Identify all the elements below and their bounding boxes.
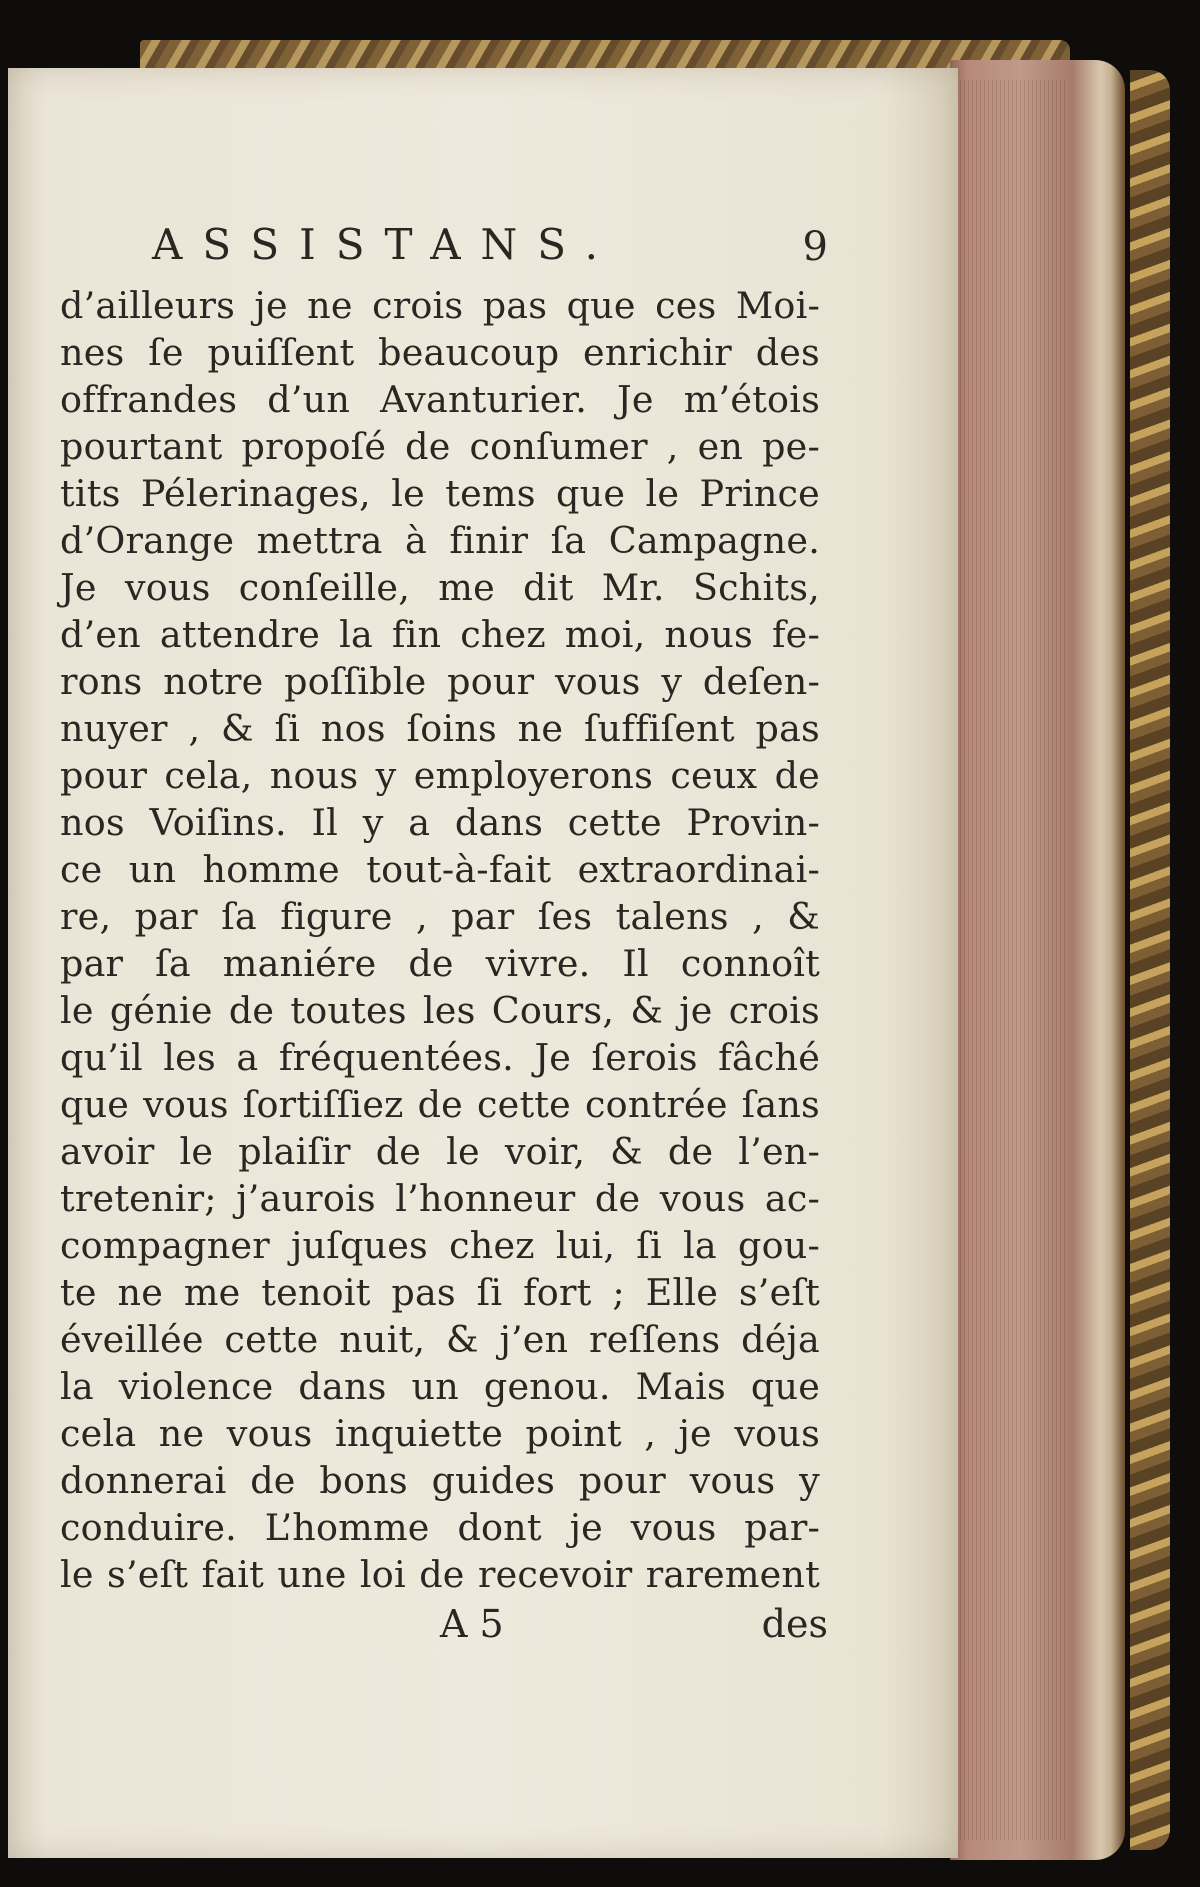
page-number: 9 bbox=[802, 224, 828, 270]
text-line: tits Pélerinages, le tems que le Prince bbox=[60, 472, 820, 515]
text-line: d’ailleurs je ne crois pas que ces Moi- bbox=[60, 284, 820, 327]
text-line: conduire. L’homme dont je vous par- bbox=[60, 1506, 820, 1549]
text-line: rons notre poſſible pour vous y deſen- bbox=[60, 660, 820, 703]
text-line: d’Orange mettra à finir ſa Campagne. bbox=[60, 519, 820, 562]
running-head bbox=[60, 220, 828, 282]
text-line: qu’il les a fréquentées. Je ſerois fâché bbox=[60, 1036, 820, 1079]
text-line: donnerai de bons guides pour vous y bbox=[60, 1459, 820, 1502]
text-line: avoir le plaiſir de le voir, & de l’en- bbox=[60, 1130, 820, 1173]
text-line: nuyer , & ſi nos ſoins ne ſuffiſent pas bbox=[60, 707, 820, 750]
text-line: tretenir; j’aurois l’honneur de vous ac- bbox=[60, 1177, 820, 1220]
book-page bbox=[8, 68, 958, 1858]
text-line: par ſa maniére de vivre. Il connoît bbox=[60, 942, 820, 985]
text-line: éveillée cette nuit, & j’en reſſens déja bbox=[60, 1318, 820, 1361]
text-line: nes ſe puiſſent beaucoup enrichir des bbox=[60, 331, 820, 374]
text-line: te ne me tenoit pas ſi fort ; Elle s’eſt bbox=[60, 1271, 820, 1314]
text-line: ce un homme tout-à-fait extraordinai- bbox=[60, 848, 820, 891]
text-line: re, par ſa figure , par ſes talens , & bbox=[60, 895, 820, 938]
text-line: d’en attendre la fin chez moi, nous fe- bbox=[60, 613, 820, 656]
text-line: pour cela, nous y employerons ceux de bbox=[60, 754, 820, 797]
text-line: nos Voiſins. Il y a dans cette Provin- bbox=[60, 801, 820, 844]
text-line: que vous ſortiſſiez de cette contrée ſans bbox=[60, 1083, 820, 1126]
text-line: pourtant propoſé de conſumer , en pe- bbox=[60, 425, 820, 468]
text-line: compagner juſques chez lui, ſi la gou- bbox=[60, 1224, 820, 1267]
text-line: le génie de toutes les Cours, & je crois bbox=[60, 989, 820, 1032]
text-line: Je vous conſeille, me dit Mr. Schits, bbox=[60, 566, 820, 609]
body-text bbox=[60, 282, 820, 1598]
catchword: des bbox=[761, 1602, 828, 1646]
text-block bbox=[60, 220, 828, 1652]
text-line: la violence dans un genou. Mais que bbox=[60, 1365, 820, 1408]
text-line: offrandes d’un Avanturier. Je m’étois bbox=[60, 378, 820, 421]
signature-mark: A 5 bbox=[440, 1602, 504, 1646]
page-footer bbox=[60, 1602, 828, 1652]
page-edge-texture bbox=[960, 80, 1065, 1840]
text-line: cela ne vous inquiette point , je vous bbox=[60, 1412, 820, 1455]
text-line: le s’eſt fait une loi de recevoir rarement bbox=[60, 1553, 820, 1596]
running-head-title: ASSISTANS. bbox=[152, 220, 618, 269]
gilt-binding-edge bbox=[1130, 70, 1170, 1850]
